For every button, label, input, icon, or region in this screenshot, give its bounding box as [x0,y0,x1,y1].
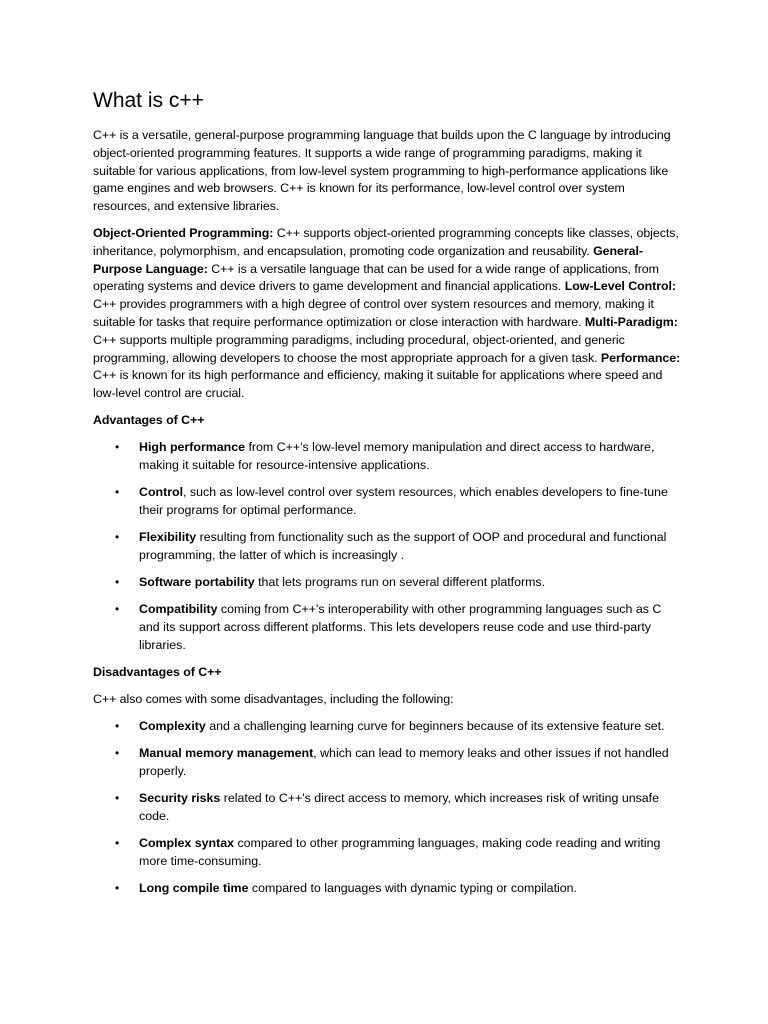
list-item [93,880,683,898]
list-item [93,745,683,781]
list-item [93,529,683,565]
disadvantages-heading: Disadvantages of C++ [93,665,222,680]
list-item [93,790,683,826]
page-title: What is c++ [93,89,204,112]
list-item [93,439,683,475]
item-term: Compatibility [139,602,218,617]
list-item [93,718,683,736]
feature-text: C++ is a versatile language that can be used for a wide range of applications, from operating systems and device drivers to game development and financial applications. [93,261,659,294]
list-item [93,601,683,654]
feature-text: C++ supports object-oriented programming concepts like classes, objects, inheritance, polymorphism, and encapsulation, promoting code organization and reusability. [93,225,679,258]
item-term: Security risks [139,791,221,806]
features-paragraph [93,225,683,403]
bullet-icon: • [115,836,120,851]
feature-text: C++ is known for its high performance and efficiency, making it suitable for applications where speed and low-level control are crucial. [93,368,663,401]
advantages-list [93,439,683,655]
bullet-icon: • [115,439,120,454]
feature-term: Performance: [600,350,681,365]
feature-text: C++ provides programmers with a high degree of control over system resources and memory, making it suitable for tasks that require performance optimization or close interaction with hardware. [93,297,654,329]
item-term: Flexibility [139,529,197,544]
list-item [93,574,683,592]
feature-term: Low-Level Control: [564,279,676,294]
document-content [93,87,683,908]
item-text: , such as low-level control over system resources, which enables developers to fine-tune their programs for optimal performance. [139,484,668,517]
item-text: from C++'s low-level memory manipulation and direct access to hardware, making it suitable for resource-intensive applications. [139,439,655,472]
item-term: Long compile time [139,881,249,896]
item-text: related to C++'s direct access to memory, which increases risk of writing unsafe code. [139,791,660,823]
bullet-icon: • [115,575,120,590]
item-text: that lets programs run on several different platforms. [254,575,546,590]
bullet-icon: • [115,791,120,806]
item-text: and a challenging learning curve for beginners because of its extensive feature set. [205,718,665,733]
item-term: Manual memory management [139,746,314,761]
feature-term: Object-Oriented Programming: [93,225,274,240]
item-text: compared to other programming languages, making code reading and writing more time-consuming. [139,836,661,869]
item-term: Complexity [139,718,206,733]
item-term: High performance [139,439,246,454]
list-item [93,835,683,871]
item-term: Software portability [139,575,255,590]
item-text: , which can lead to memory leaks and other issues if not handled properly. [139,746,669,778]
item-term: Complex syntax [139,836,235,851]
disadvantages-list [93,718,683,898]
advantages-heading: Advantages of C++ [93,412,205,427]
bullet-icon: • [115,602,120,617]
feature-text: C++ supports multiple programming paradigms, including procedural, object-oriented, and generic programming, allowing developers to choose the most appropriate approach for a given task. [93,332,625,365]
item-text: resulting from functionality such as the support of OOP and procedural and functional programming, the latter of which is increasingly . [139,529,667,562]
item-text: compared to languages with dynamic typing or compilation. [248,881,577,896]
bullet-icon: • [115,746,120,761]
bullet-icon: • [115,718,120,733]
item-text: coming from C++'s interoperability with other programming languages such as C and its support across different platforms. This lets developers reuse code and use third-party libraries. [139,602,662,652]
bullet-icon: • [115,529,120,544]
intro-paragraph: C++ is a versatile, general-purpose programming language that builds upon the C language by introducing object-oriented programming features. It supports a wide range of programming paradigms, making it suitable for various applications, from low-level system programming to high-performance applications like game engines and web browsers. C++ is known for its performance, low-level control over system resources, and extensive libraries. [93,128,671,214]
bullet-icon: • [115,881,120,896]
list-item [93,484,683,520]
feature-term: Multi-Paradigm: [584,314,678,329]
feature-term: General-Purpose Language: [93,243,643,276]
item-term: Control [139,484,184,499]
disadvantages-intro: C++ also comes with some disadvantages, including the following: [93,692,454,707]
bullet-icon: • [115,484,120,499]
